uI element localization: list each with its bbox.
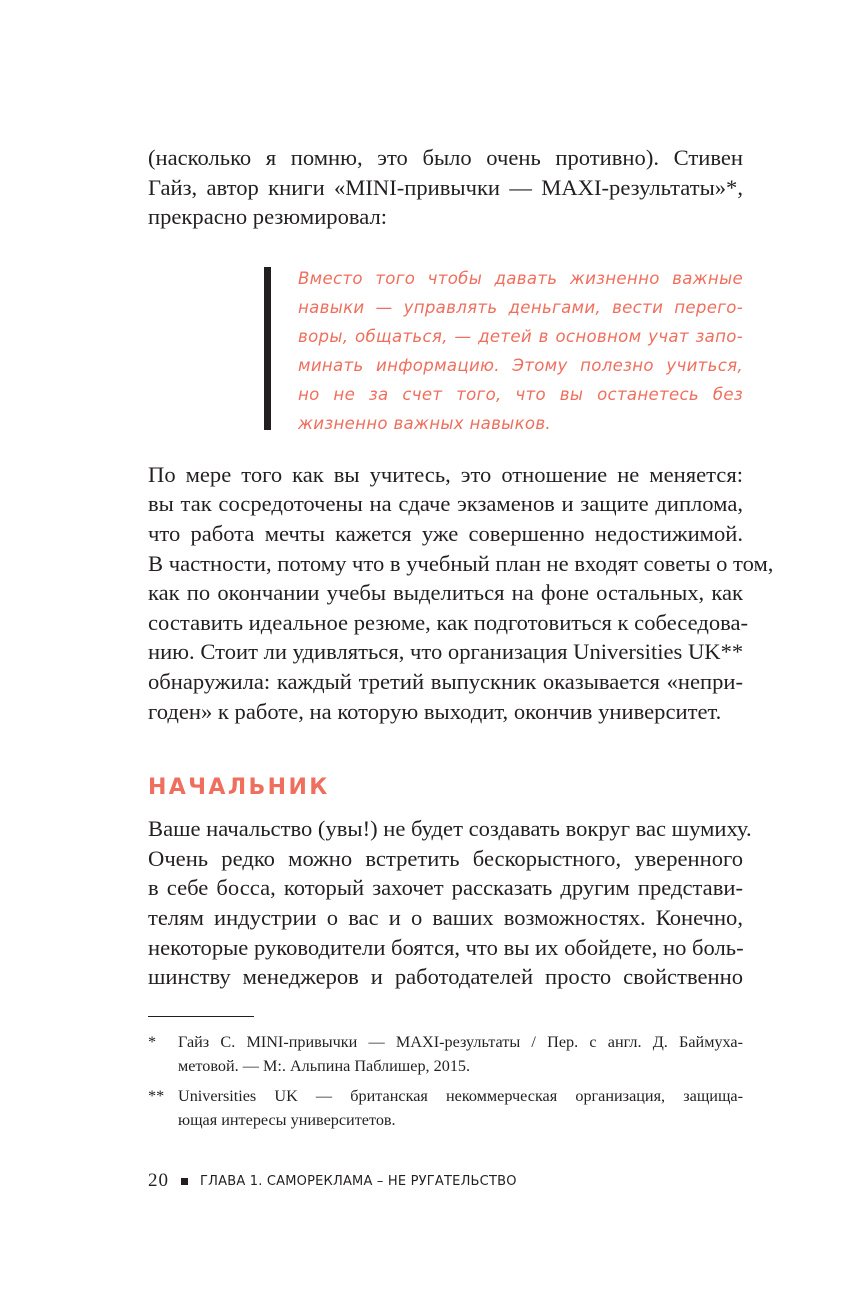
page-footer — [148, 1170, 517, 1192]
paragraph-line: Ваше начальство (увы!) не будет создавать вокруг вас шумиху. — [148, 816, 752, 842]
paragraph-line: некоторые руководители боятся, что вы их обойдете, но боль- — [148, 934, 744, 960]
quote-line: жизненно важных навыков. — [298, 413, 552, 433]
footnote — [148, 1085, 743, 1132]
quote-line: воры, общаться, — детей в основном учат запо- — [298, 326, 743, 346]
section-heading: НАЧАЛЬНИК — [148, 775, 330, 801]
square-bullet-icon — [181, 1178, 188, 1185]
quote-bar — [264, 267, 271, 430]
paragraph-1 — [148, 143, 743, 232]
footnote-line: Universities UK — британская некоммерческая организация, защища- — [178, 1087, 743, 1106]
paragraph-line: По мере того как вы учитесь, это отношение не меняется: — [148, 461, 743, 487]
footnote-line: Гайз С. MINI-привычки — MAXI-результаты / Пер. с англ. Д. Баймуха- — [178, 1033, 743, 1052]
paragraph-line: годен» к работе, на которую выходит, окончив университет. — [148, 698, 722, 724]
paragraph-line: в себе босса, который захочет рассказать другим представи- — [148, 875, 743, 901]
paragraph-3 — [148, 814, 752, 992]
paragraph-line: как по окончании учебы выделиться на фоне остальных, как — [148, 580, 743, 606]
paragraph-2 — [148, 460, 774, 726]
footnote-mark: * — [148, 1033, 157, 1052]
quote-text — [298, 264, 743, 438]
footnote — [148, 1031, 743, 1078]
paragraph-line: Очень редко можно встретить бескорыстного, уверенного — [148, 845, 743, 871]
footnote-line: ющая интересы университетов. — [178, 1110, 396, 1129]
paragraph-line: вы так сосредоточены на сдаче экзаменов и защите диплома, — [148, 491, 743, 517]
page-body — [148, 143, 774, 1140]
paragraph-line: составить идеальное резюме, как подготовиться к собеседова- — [148, 609, 749, 635]
paragraph-line: нию. Стоит ли удивляться, что организация Universities UK** — [148, 639, 744, 665]
footnote-divider — [148, 1016, 254, 1018]
quote-line: Вместо того чтобы давать жизненно важные — [298, 268, 743, 288]
quote-line: но не за счет того, что вы останетесь без — [298, 384, 743, 404]
quote-line: навыки — управлять деньгами, вести перего- — [298, 297, 743, 317]
paragraph-line: (насколько я помню, это было очень противно). Стивен — [148, 145, 743, 170]
quote-line: минать информацию. Этому полезно учиться, — [298, 355, 743, 375]
paragraph-line: В частности, потому что в учебный план не входят советы о том, — [148, 550, 774, 576]
block-quote — [264, 264, 743, 433]
paragraph-line: прекрасно резюмировал: — [148, 204, 388, 230]
paragraph-line: что работа мечты кажется уже совершенно недостижимой. — [148, 520, 743, 546]
running-chapter-title: ГЛАВА 1. САМОРЕКЛАМА – НЕ РУГАТЕЛЬСТВО — [200, 1173, 517, 1189]
footnotes — [148, 1031, 743, 1132]
paragraph-line: телям индустрии о вас и о ваших возможностях. Конечно, — [148, 904, 743, 930]
footnote-mark: ** — [148, 1087, 165, 1106]
paragraph-line: обнаружила: каждый третий выпускник оказывается «непри- — [148, 668, 743, 694]
paragraph-line: шинству менеджеров и работодателей просто свойственно — [148, 964, 743, 990]
page-number: 20 — [148, 1170, 169, 1191]
footnote-line: метовой. — М:. Альпина Паблишер, 2015. — [178, 1056, 471, 1075]
paragraph-line: Гайз, автор книги «MINI-привычки — MAXI-результаты»*, — [148, 174, 743, 200]
